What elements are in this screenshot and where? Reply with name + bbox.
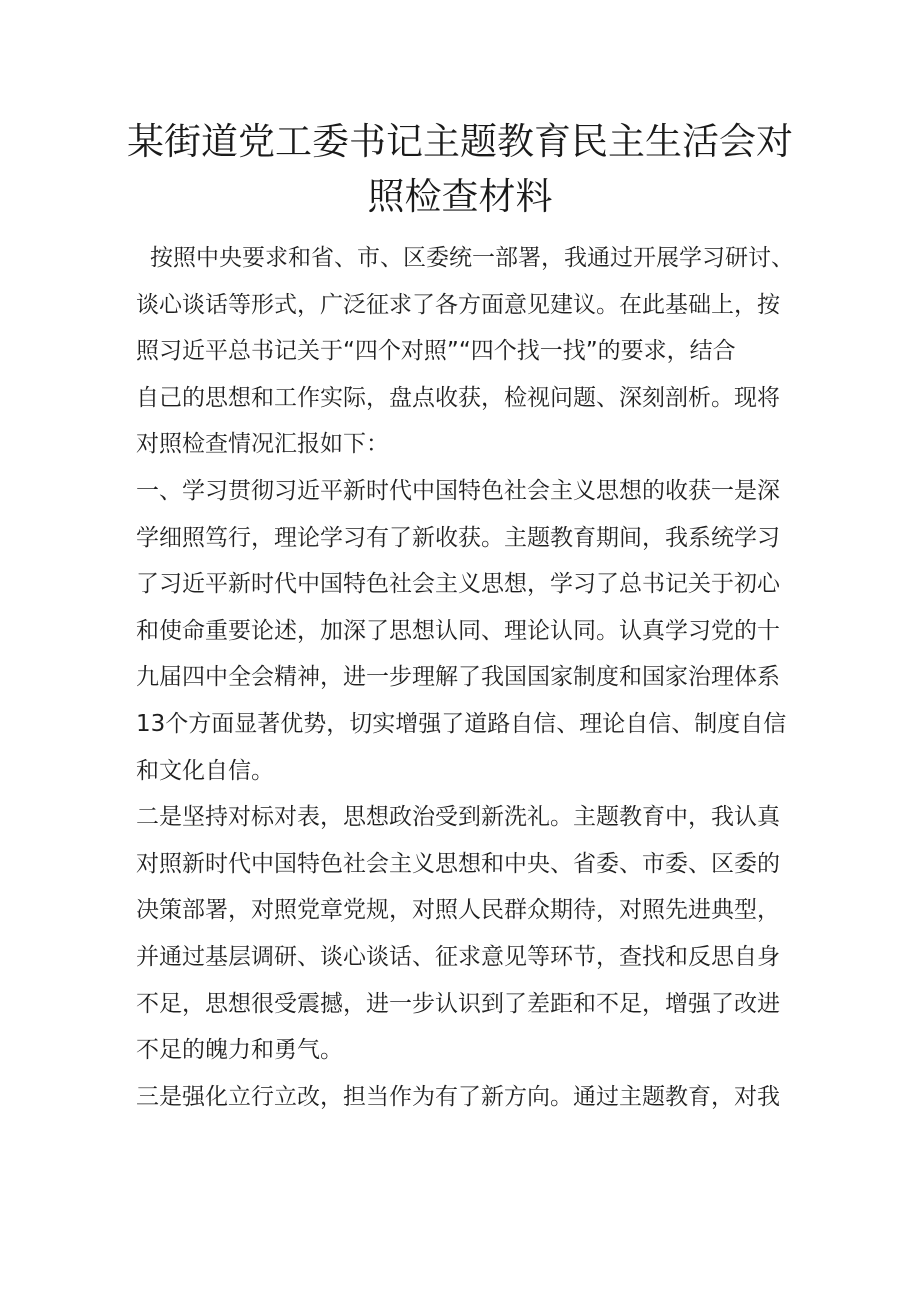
body-line: 13个方面显著优势，切实增强了道路自信、理论自信、制度自信 <box>136 710 787 737</box>
body-line: 二是坚持对标对表，思想政治受到新洗礼。主题教育中，我认真 <box>136 804 780 831</box>
body-line: 决策部署，对照党章党规，对照人民群众期待，对照先进典型， <box>136 897 780 924</box>
document-title-line-2: 照检查材料 <box>367 175 553 218</box>
body-line: 学细照笃行，理论学习有了新收获。主题教育期间，我系统学习 <box>136 524 780 551</box>
body-line: 对照检查情况汇报如下： <box>136 431 389 458</box>
body-line: 三是强化立行立改，担当作为有了新方向。通过主题教育，对我 <box>136 1083 780 1110</box>
body-line: 了习近平新时代中国特色社会主义思想，学习了总书记关于初心 <box>136 571 780 598</box>
body-line: 对照新时代中国特色社会主义思想和中央、省委、市委、区委的 <box>136 850 780 877</box>
body-line: 并通过基层调研、谈心谈话、征求意见等环节，查找和反思自身 <box>136 943 780 970</box>
body-line: 谈心谈话等形式，广泛征求了各方面意见建议。在此基础上，按 <box>136 291 780 318</box>
body-line: 一、学习贯彻习近平新时代中国特色社会主义思想的收获一是深 <box>136 477 780 504</box>
document-body <box>136 235 796 1120</box>
body-line: 不足的魄力和勇气。 <box>136 1037 343 1064</box>
body-line: 按照中央要求和省、市、区委统一部署，我通过开展学习研讨、 <box>150 245 794 271</box>
body-line: 不足，思想很受震撼，进一步认识到了差距和不足，增强了改进 <box>136 990 780 1017</box>
body-line: 九届四中全会精神，进一步理解了我国国家制度和国家治理体系 <box>136 664 780 691</box>
document-title-line-1: 某街道党工委书记主题教育民主生活会对 <box>127 120 793 163</box>
body-line: 自己的思想和工作实际，盘点收获，检视问题、深刻剖析。现将 <box>136 384 780 411</box>
body-line: 和使命重要论述，加深了思想认同、理论认同。认真学习党的十 <box>136 617 780 644</box>
body-line: 和文化自信。 <box>136 757 274 784</box>
body-line: 照习近平总书记关于“四个对照”“四个找一找”的要求，结合 <box>136 338 736 365</box>
